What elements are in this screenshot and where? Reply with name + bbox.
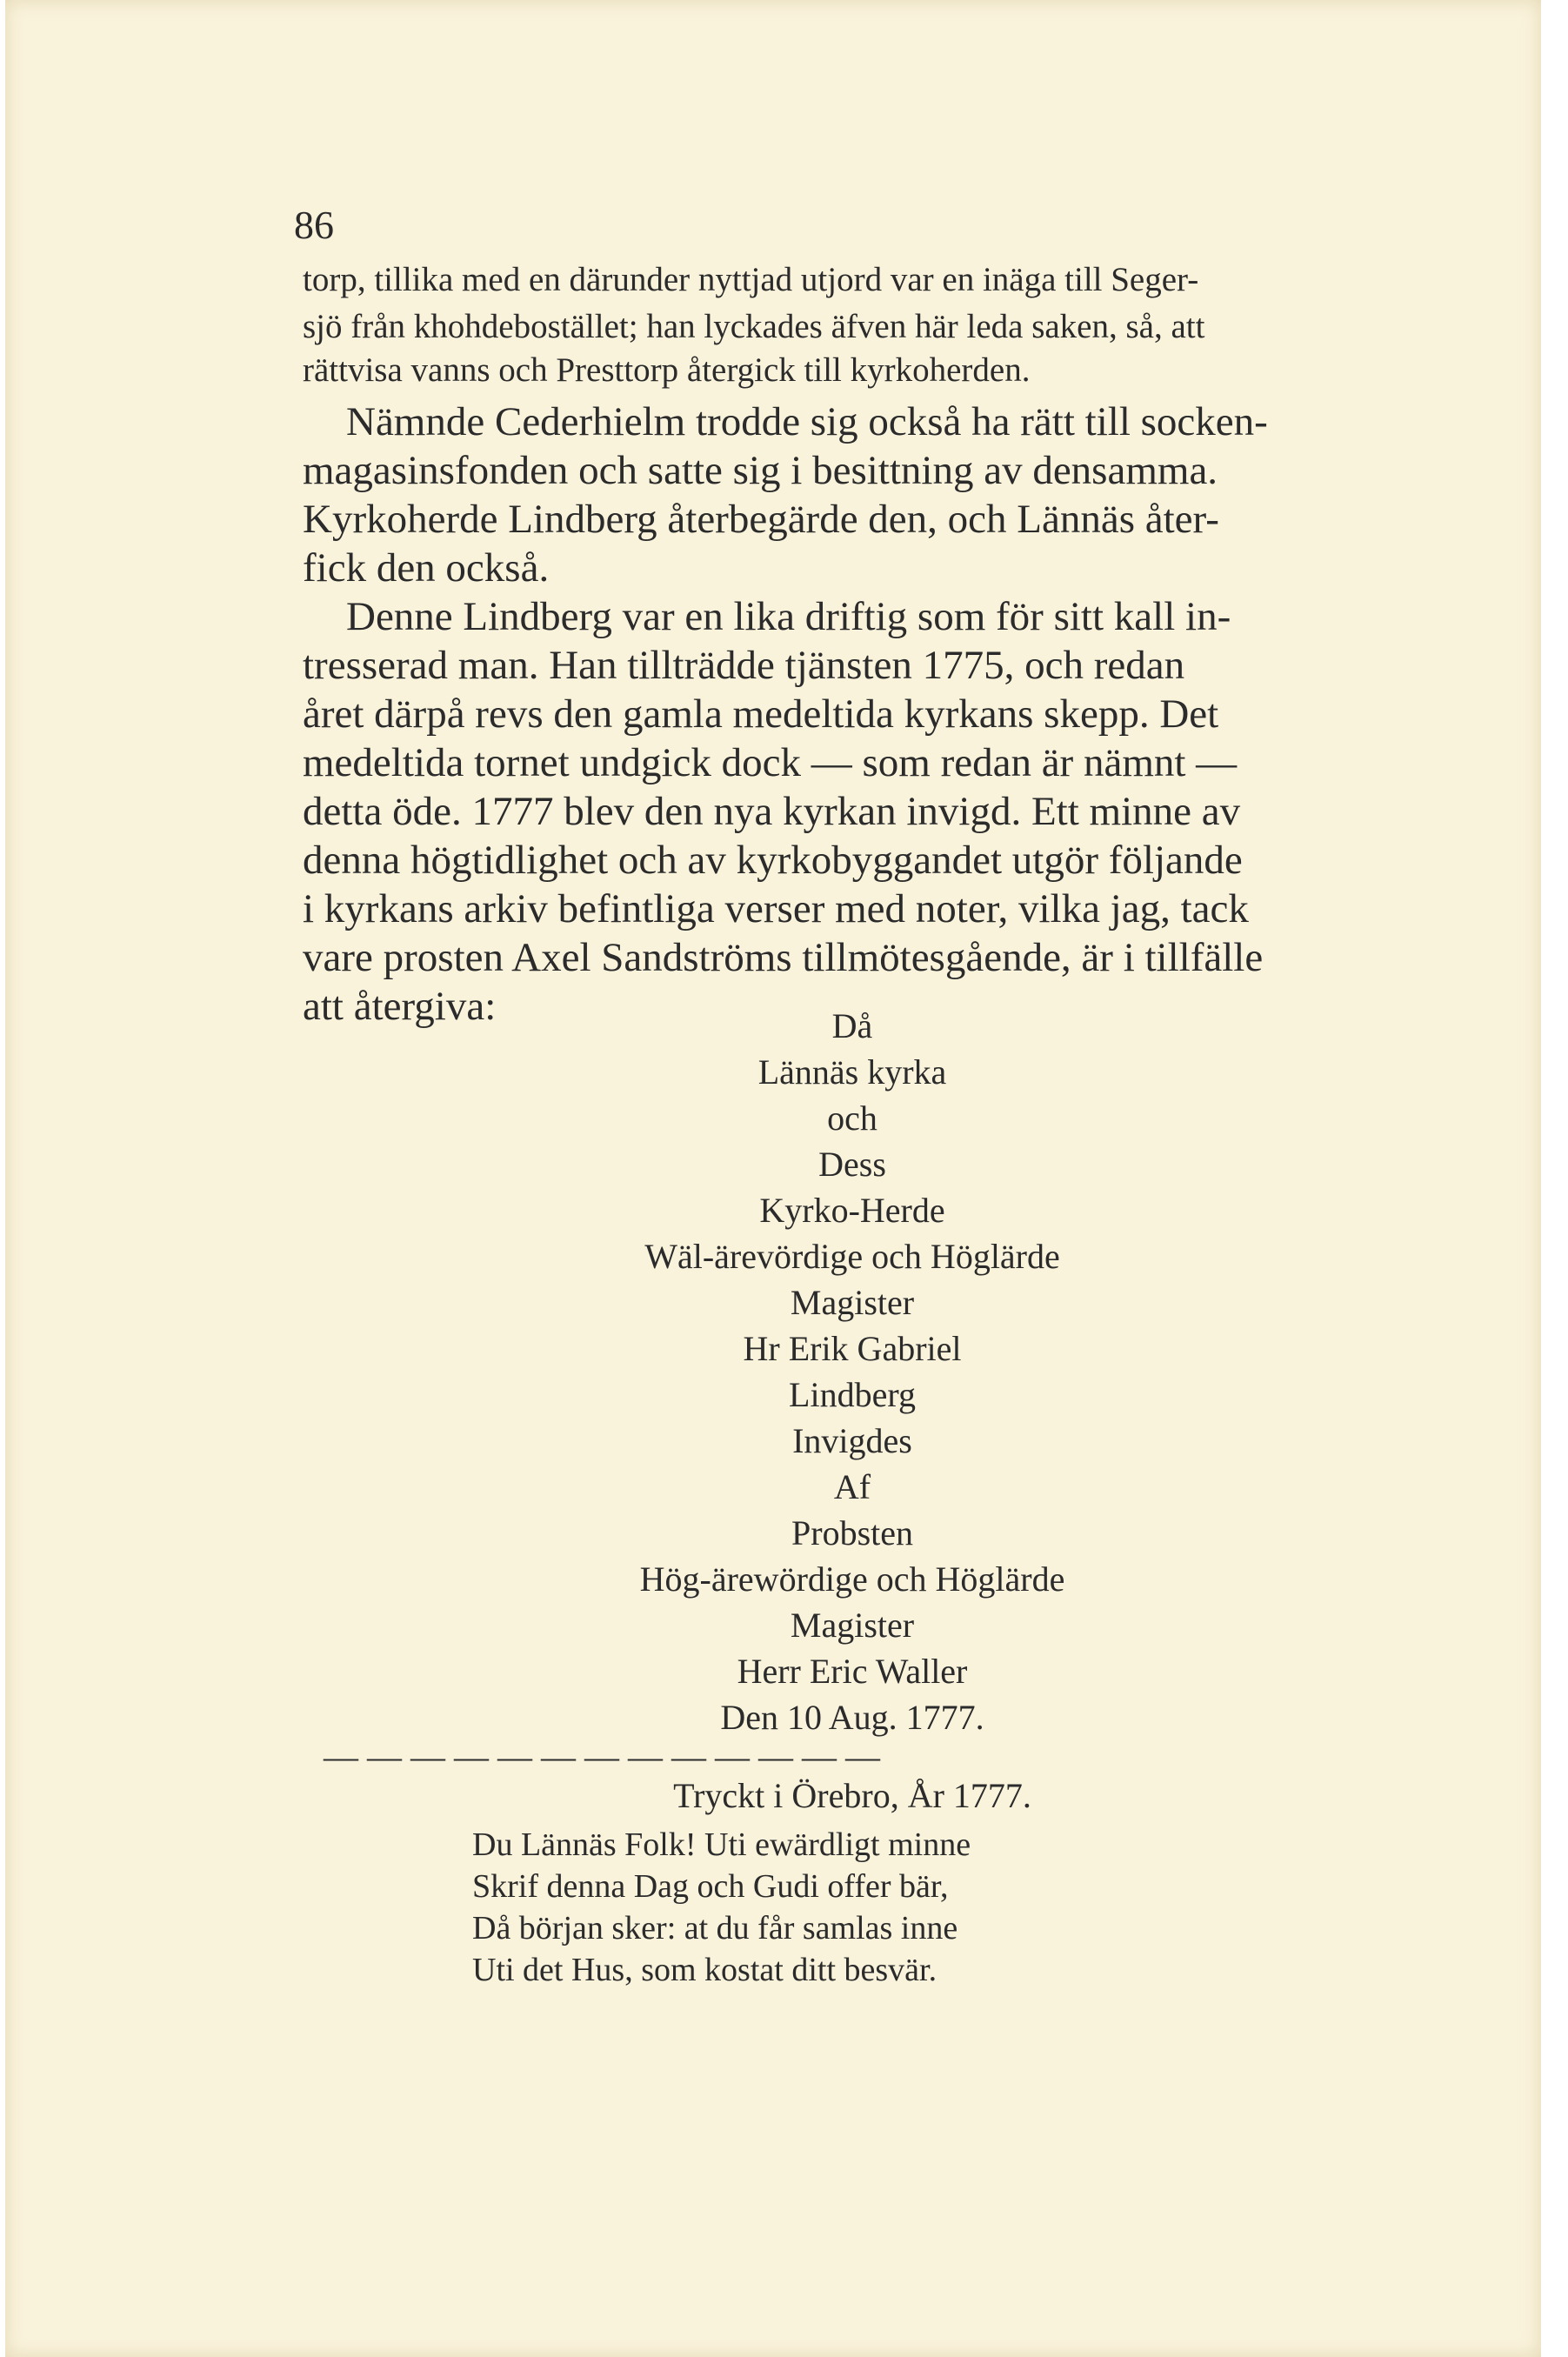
body-line: att återgiva: <box>303 984 497 1029</box>
lead-line: torp, tillika med en därunder nyttjad utjord var en inäga till Seger- <box>303 261 1199 298</box>
inscription-line: och <box>827 1098 877 1138</box>
poem-line: Du Lännäs Folk! Uti ewärdligt minne <box>472 1826 971 1863</box>
inscription-line: Herr Eric Waller <box>737 1652 968 1691</box>
inscription-line: Kyrko-Herde <box>759 1191 945 1230</box>
body-line: medeltida tornet undgick dock — som redan är nämnt — <box>303 740 1238 785</box>
inscription-line: Då <box>831 1006 873 1045</box>
body-line: Kyrkoherde Lindberg återbegärde den, och Lännäs åter- <box>303 497 1219 542</box>
body-line: fick den också. <box>303 545 550 591</box>
inscription-line: Wäl-ärevördige och Höglärde <box>644 1237 1060 1276</box>
inscription-line: Hr Erik Gabriel <box>743 1329 962 1368</box>
body-line: Denne Lindberg var en lika driftig som för sitt kall in- <box>346 594 1231 639</box>
inscription-line: Magister <box>790 1606 915 1645</box>
body-line: året därpå revs den gamla medeltida kyrkans skepp. Det <box>303 691 1219 737</box>
poem-line: Då början sker: at du får samlas inne <box>472 1910 958 1946</box>
body-line: vare prosten Axel Sandströms tillmötesgående, är i tillfälle <box>303 935 1264 980</box>
inscription-line: Hög-ärewördige och Höglärde <box>639 1559 1065 1599</box>
inscription-line: Magister <box>790 1283 915 1322</box>
inscription-line: Den 10 Aug. 1777. <box>720 1698 984 1737</box>
poem-line: Uti det Hus, som kostat ditt besvär. <box>472 1952 937 1988</box>
body-line: Nämnde Cederhielm trodde sig också ha rätt till socken- <box>346 399 1268 444</box>
page-number: 86 <box>294 203 334 247</box>
poem-line: Skrif denna Dag och Gudi offer bär, <box>472 1868 949 1905</box>
body-line: i kyrkans arkiv befintliga verser med noter, vilka jag, tack <box>303 886 1249 931</box>
inscription-line: Invigdes <box>792 1421 912 1460</box>
imprint-line: Tryckt i Örebro, År 1777. <box>673 1776 1031 1815</box>
lead-line: sjö från khohdebostället; han lyckades äfven här leda saken, så, att <box>303 308 1205 345</box>
inscription-line: Probsten <box>791 1513 913 1552</box>
body-line: detta öde. 1777 blev den nya kyrkan invigd. Ett minne av <box>303 789 1241 834</box>
body-line: denna högtidlighet och av kyrkobyggandet utgör följande <box>303 838 1243 883</box>
lead-line: rättvisa vanns och Presttorp återgick till kyrkoherden. <box>303 351 1031 389</box>
body-line: magasinsfonden och satte sig i besittning av densamma. <box>303 448 1218 493</box>
inscription-line: Lännäs kyrka <box>757 1052 947 1092</box>
inscription-line: Af <box>833 1467 871 1506</box>
inscription-line: Lindberg <box>789 1375 916 1414</box>
page-margin <box>1541 0 1568 2357</box>
inscription-line: Dess <box>818 1145 886 1184</box>
body-line: tresserad man. Han tillträdde tjänsten 1775, och redan <box>303 643 1185 688</box>
dashed-divider: — — — — — — — — — — — — — <box>324 1737 880 1776</box>
